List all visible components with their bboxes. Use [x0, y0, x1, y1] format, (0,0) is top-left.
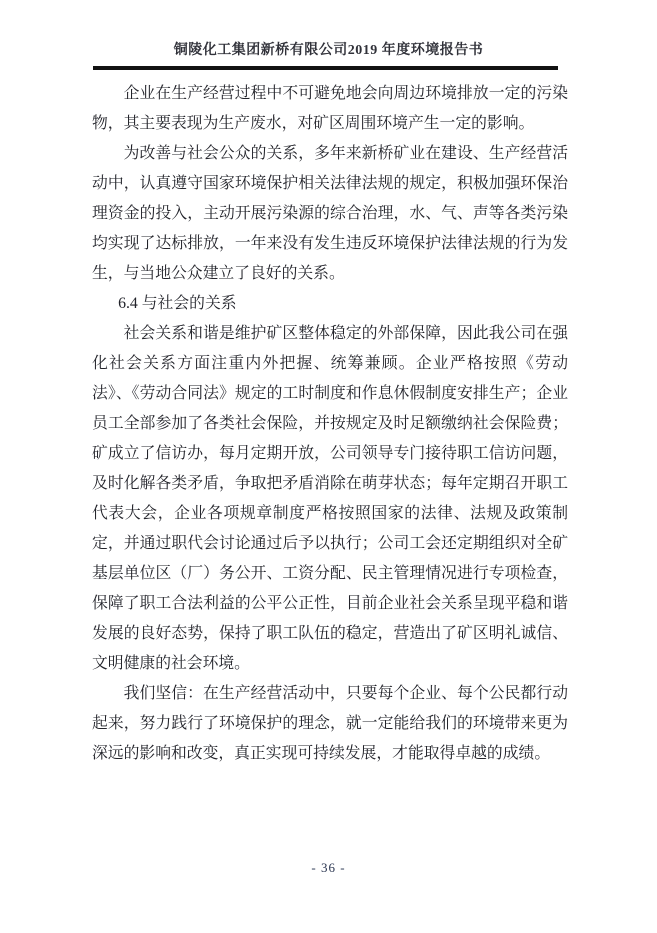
page-footer [0, 859, 657, 877]
paragraph-public-relations: 为改善与社会公众的关系，多年来新桥矿业在建设、生产经营活动中，认真遵守国家环境保护相关法律法规的规定，积极加强环保治理资金的投入，主动开展污染源的综合治理，水、气、声等各类污染均实现了达标排放，一年来没有发生违反环境保护法律法规的行为发生，与当地公众建立了良好的关系。 [92, 145, 568, 282]
section-heading-6-4: 6.4 与社会的关系 [118, 295, 237, 312]
paragraph-social-relations: 社会关系和谐是维护矿区整体稳定的外部保障，因此我公司在强化社会关系方面注重内外把握、统筹兼顾。企业严格按照《劳动法》、《劳动合同法》规定的工时制度和作息休假制度安排生产；企业员工全部参加了各类社会保险，并按规定及时足额缴纳社会保险费；矿成立了信访办，每月定期开放，公司领导专门接待职工信访问题，及时化解各类矛盾，争取把矛盾消除在萌芽状态；每年定期召开职工代表大会，企业各项规章制度严格按照国家的法律、法规及政策制定，并通过职代会讨论通过后予以执行；公司工会还定期组织对全矿基层单位区（厂）务公开、工资分配、民主管理情况进行专项检查，保障了职工合法利益的公平公正性，目前企业社会关系呈现平稳和谐发展的良好态势，保持了职工队伍的稳定，营造出了矿区明礼诚信、文明健康的社会环境。 [92, 325, 568, 672]
paragraph-conclusion: 我们坚信：在生产经营活动中，只要每个企业、每个公民都行动起来，努力践行了环境保护的理念，就一定能给我们的环境带来更为深远的影响和改变，真正实现可持续发展，才能取得卓越的成绩。 [92, 685, 568, 762]
header-rule [93, 66, 558, 70]
paragraph-pollution-intro: 企业在生产经营过程中不可避免地会向周边环境排放一定的污染物，其主要表现为生产废水，对矿区周围环境产生一定的影响。 [92, 85, 568, 132]
page-number: - 36 - [311, 860, 346, 875]
header-title: 铜陵化工集团新桥有限公司2019 年度环境报告书 [173, 43, 484, 58]
page-header [0, 0, 657, 70]
document-content [92, 79, 568, 769]
